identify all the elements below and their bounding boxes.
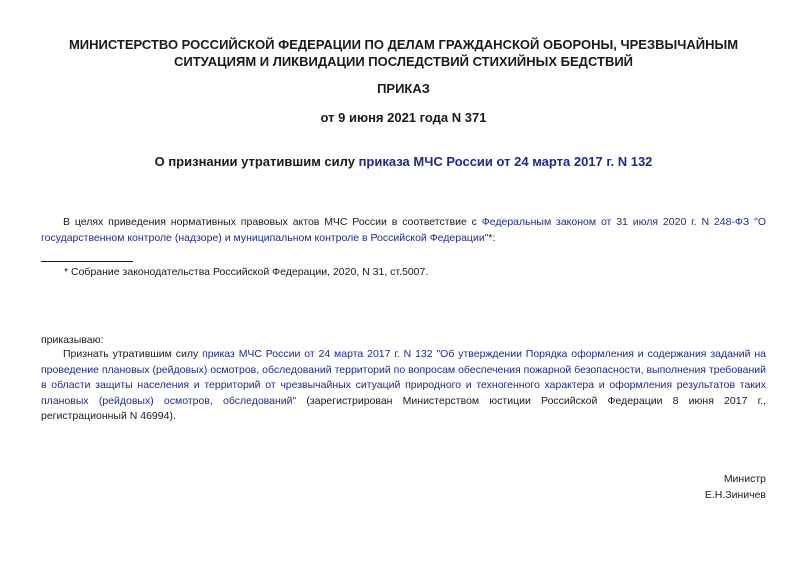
footnote-separator — [41, 261, 133, 262]
orders-word: приказываю: — [41, 334, 104, 346]
order-text-before: Признать утратившим силу — [63, 348, 203, 360]
footnote: * Собрание законодательства Российской Федерации, 2020, N 31, ст.5007. — [64, 266, 429, 278]
signature-name: Е.Н.Зиничев — [704, 489, 766, 501]
repealed-order-link[interactable]: приказ МЧС России от 24 марта 2017 г. N 132 "Об утверждении Порядка оформления и содержания заданий на проведение плановых (рейдовых) осмотров, обследований территорий по вопросам обеспечения пожарной безопасности, выполнения требований в области защиты населения и территорий от чрезвычайных ситуаций природного и техногенного характера и оформления результатов таких плановых (рейдовых) осмотров, обследований" — [41, 348, 766, 407]
preamble-footnote-mark: *: — [488, 231, 496, 244]
federal-law-link[interactable]: Федеральным законом от 31 июля 2020 г. N 248-ФЗ "О государственном контроле (надзоре) и муниципальном контроле в Российской Федерации" — [41, 216, 766, 244]
subject-prefix: О признании утратившим силу — [154, 154, 359, 169]
preamble-paragraph — [41, 215, 766, 246]
signature-block — [705, 471, 766, 503]
signature-position: Министр — [723, 473, 766, 485]
document-date-number: от 9 июня 2021 года N 371 — [320, 110, 487, 125]
preamble-text: В целях приведения нормативных правовых актов МЧС России в соответствие с — [63, 216, 482, 228]
ministry-name-line-2: СИТУАЦИЯМ И ЛИКВИДАЦИИ ПОСЛЕДСТВИЙ СТИХИЙНЫХ БЕДСТВИЙ — [173, 54, 634, 69]
document-type: ПРИКАЗ — [377, 81, 430, 96]
ministry-name-line-1: МИНИСТЕРСТВО РОССИЙСКОЙ ФЕДЕРАЦИИ ПО ДЕЛАМ ГРАЖДАНСКОЙ ОБОРОНЫ, ЧРЕЗВЫЧАЙНЫМ — [68, 37, 739, 52]
order-paragraph — [41, 347, 766, 425]
ministry-name — [30, 36, 777, 70]
document-subject — [0, 154, 807, 169]
order-text-after: (зарегистрирован Министерством юстиции Российской Федерации 8 июня 2017 г., регистрационный N 46994). — [41, 394, 766, 422]
subject-order-link[interactable]: приказа МЧС России от 24 марта 2017 г. N 132 — [358, 154, 653, 169]
